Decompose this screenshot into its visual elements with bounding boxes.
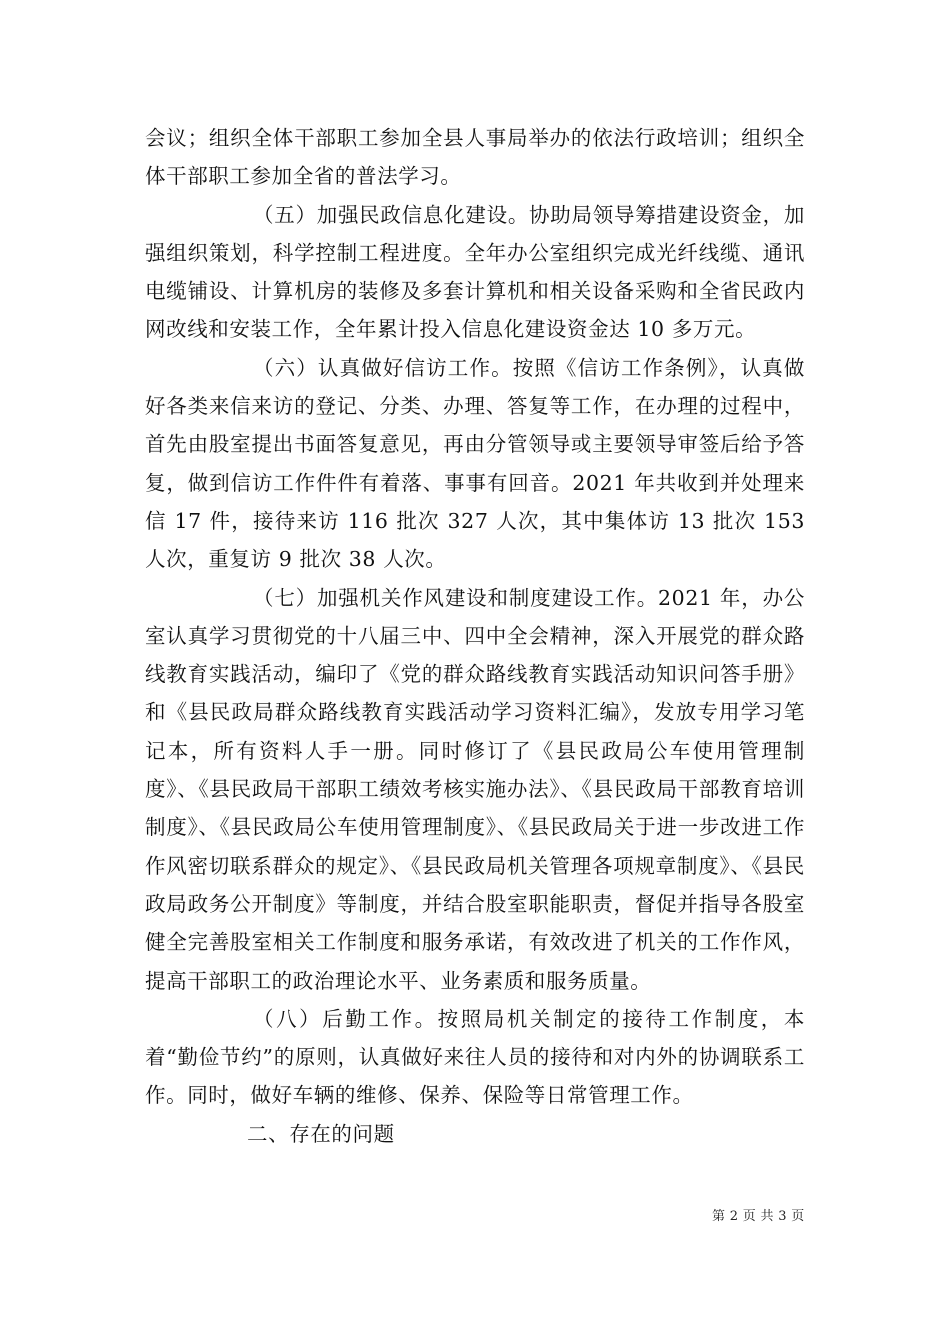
page-footer: 第 2 页 共 3 页 [712,1209,805,1224]
paragraph-logistics: （八）后勤工作。按照局机关制定的接待工作制度，本着“勤俭节约”的原则，认真做好来往人员的接待和对内外的协调联系工作。同时，做好车辆的维修、保养、保险等日常管理工作。 [145,1006,805,1108]
paragraph-petitions: （六）认真做好信访工作。按照《信访工作条例》，认真做好各类来信来访的登记、分类、办理、答复等工作，在办理的过程中，首先由股室提出书面答复意见，再由分管领导或主要领导审签后给予答复，做到信访工作件件有着落、事事有回音。2021 年共收到并处理来信 17 件，接待来访 116 批次 327 人次，其中集体访 13 批次 153 人次，重复访 9 批次 38 人次。 [145,355,805,572]
document-body [145,119,805,1153]
paragraph-continuation: 会议；组织全体干部职工参加全县人事局举办的依法行政培训；组织全体干部职工参加全省的普法学习。 [145,126,805,189]
paragraph-work-style: （七）加强机关作风建设和制度建设工作。2021 年，办公室认真学习贯彻党的十八届三中、四中全会精神，深入开展党的群众路线教育实践活动，编印了《党的群众路线教育实践活动知识问答手册》和《县民政局群众路线教育实践活动学习资料汇编》，发放专用学习笔记本，所有资料人手一册。同时修订了《县民政局公车使用管理制度》、《县民政局干部职工绩效考核实施办法》、《县民政局干部教育培训制度》、《县民政局公车使用管理制度》、《县民政局关于进一步改进工作作风密切联系群众的规定》、《县民政局机关管理各项规章制度》、《县民政局政务公开制度》等制度，并结合股室职能职责，督促并指导各股室健全完善股室相关工作制度和服务承诺，有效改进了机关的工作作风，提高干部职工的政治理论水平、业务素质和服务质量。 [145,585,805,993]
section-heading: 二、存在的问题 [247,1121,395,1146]
paragraph-informatization: （五）加强民政信息化建设。协助局领导筹措建设资金，加强组织策划，科学控制工程进度。全年办公室组织完成光纤线缆、通讯电缆铺设、计算机房的装修及多套计算机和相关设备采购和全省民政内网改线和安装工作，全年累计投入信息化建设资金达 10 多万元。 [145,202,805,342]
